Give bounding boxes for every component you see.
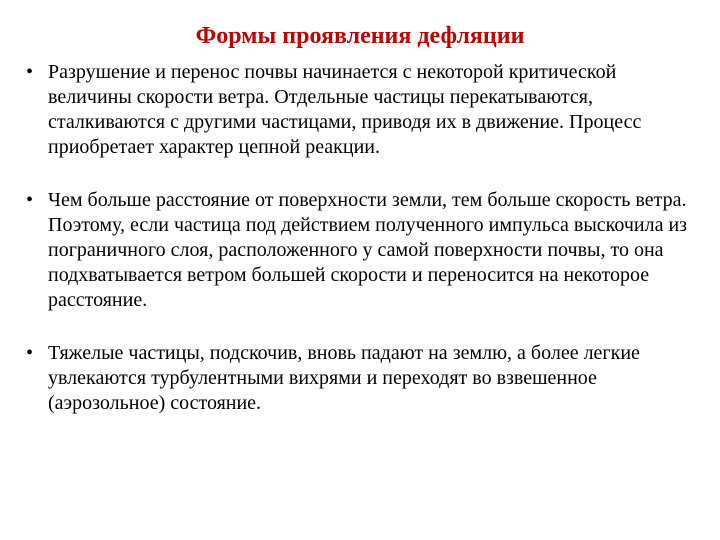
bullet-text: Тяжелые частицы, подскочив, вновь падают на землю, а более легкие увлекаются турбулентными вихрями и переходят во взвешенное (аэрозольное) состояние. <box>48 342 640 414</box>
bullet-item <box>24 188 704 313</box>
bullet-icon: • <box>26 342 34 364</box>
bullet-icon: • <box>26 189 34 211</box>
bullet-text: Чем больше расстояние от поверхности земли, тем больше скорость ветра. Поэтому, если частица под действием полученного импульса выскочила из пограничного слоя, расположенного у самой поверхности почвы, то она подхватывается ветром большей скорости и переносится на некоторое расстояние. <box>48 189 688 311</box>
slide-title: Формы проявления дефляции <box>195 23 525 49</box>
bullet-text: Разрушение и перенос почвы начинается с некоторой критической величины скорости ветра. Отдельные частицы перекатываются, сталкиваются с другими частицами, приводя их в движение. Процесс приобретает характер цепной реакции. <box>48 61 642 158</box>
bullet-item <box>24 341 704 416</box>
bullet-item <box>24 60 704 160</box>
bullet-icon: • <box>26 61 34 83</box>
bullet-list <box>24 60 704 444</box>
